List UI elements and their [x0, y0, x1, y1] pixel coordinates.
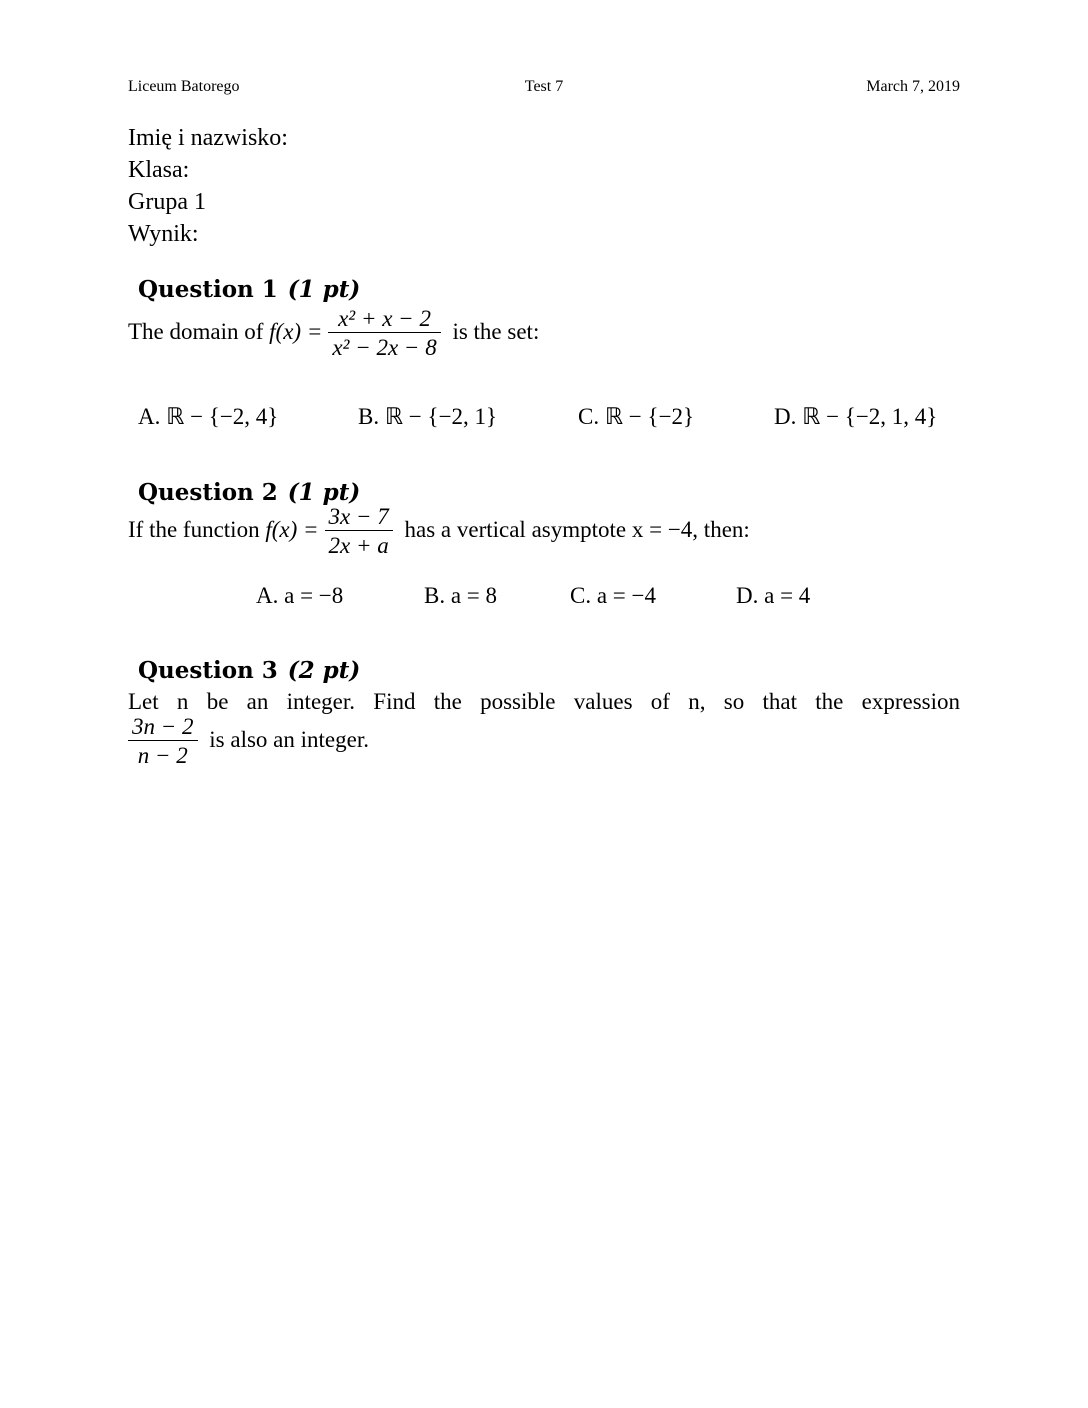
- info-class-label: Klasa:: [128, 157, 190, 183]
- header-school: Liceum Batorego: [128, 78, 240, 95]
- question-3-fraction: [128, 714, 198, 769]
- question-2-title: [138, 479, 360, 506]
- question-2-fraction: [325, 504, 393, 559]
- header-date: March 7, 2019: [866, 78, 960, 95]
- question-3-title: [138, 657, 360, 684]
- question-3-suffix: is also an integer.: [203, 726, 369, 752]
- question-1-numerator: x² + x − 2: [338, 306, 431, 331]
- question-2-suffix: has a vertical asymptote x = −4, then:: [398, 516, 750, 542]
- info-group-label: Grupa 1: [128, 189, 206, 215]
- question-1-prefix: The domain of: [128, 318, 270, 344]
- question-1-suffix: is the set:: [446, 318, 540, 344]
- question-2-numerator: 3x − 7: [328, 504, 389, 529]
- question-2-points: (1 pt): [287, 479, 361, 506]
- question-1-label: Question 1: [138, 276, 278, 303]
- question-1-option-b[interactable]: B. ℝ − {−2, 1}: [358, 404, 498, 429]
- question-1-option-d[interactable]: D. ℝ − {−2, 1, 4}: [774, 404, 938, 429]
- question-1-option-c[interactable]: C. ℝ − {−2}: [578, 404, 695, 429]
- question-2-label: Question 2: [138, 479, 278, 506]
- question-2-fx: f(x) =: [265, 516, 319, 542]
- question-2-option-b[interactable]: B. a = 8: [424, 583, 498, 608]
- question-2-options: [256, 583, 810, 609]
- question-2-option-c[interactable]: C. a = −4: [570, 583, 656, 608]
- question-1-text: [128, 306, 539, 361]
- question-2-denominator: 2x + a: [325, 530, 393, 559]
- question-3-line-2: [122, 714, 369, 769]
- question-3-line-1: Let n be an integer. Find the possible values of n, so that the expression: [128, 689, 960, 714]
- question-1-title: [138, 276, 360, 303]
- question-1-fx: f(x) =: [269, 318, 323, 344]
- question-1-fraction: [328, 306, 440, 361]
- question-1-option-a[interactable]: A. ℝ − {−2, 4}: [138, 404, 279, 429]
- question-2-prefix: If the function: [128, 516, 266, 542]
- question-2-option-d[interactable]: D. a = 4: [736, 583, 811, 608]
- question-1-denominator: x² − 2x − 8: [328, 332, 440, 361]
- question-2-text: [128, 504, 750, 559]
- question-3-numerator: 3n − 2: [132, 714, 194, 739]
- info-score-label: Wynik:: [128, 221, 199, 247]
- question-1-points: (1 pt): [287, 276, 361, 303]
- question-1-options: [138, 404, 937, 430]
- info-name-label: Imię i nazwisko:: [128, 125, 288, 151]
- question-2-option-a[interactable]: A. a = −8: [256, 583, 344, 608]
- question-3-label: Question 3: [138, 657, 278, 684]
- header-test-title: Test 7: [524, 78, 564, 95]
- question-3-denominator: n − 2: [128, 740, 198, 769]
- question-3-points: (2 pt): [287, 657, 361, 684]
